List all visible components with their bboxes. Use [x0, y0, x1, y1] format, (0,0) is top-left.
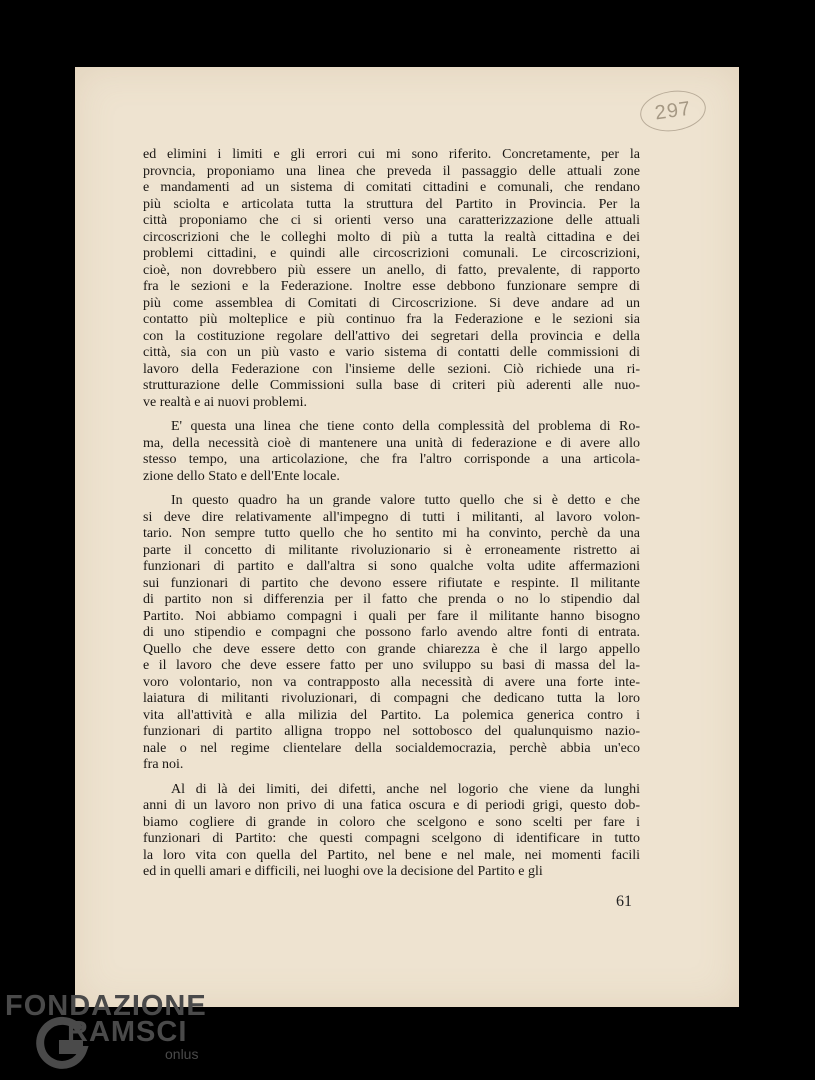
text-line: città proponiamo che ci si orienti verso una caratterizzazione delle attuali: [143, 213, 640, 228]
text-line: si deve dire relativamente all'impegno di tutti i militanti, al lavoro volon-: [143, 509, 640, 525]
watermark-line-3: onlus: [165, 1046, 199, 1062]
archive-number-stamp: 297: [638, 87, 709, 136]
text-line: lavoro della Federazione con l'insieme delle sezioni. Ciò richiede una ri-: [143, 361, 640, 377]
text-line: circoscrizioni che le colleghi molto di più a tutta la realtà cittadina e dei: [143, 229, 640, 245]
text-line: anni di un lavoro non privo di una fatica oscura e di periodi grigi, questo dob-: [143, 798, 640, 813]
text-line: Al di là dei limiti, dei difetti, anche nel logorio che viene da lunghi: [171, 781, 640, 797]
text-line: provncia, proponiamo una linea che preveda il passaggio delle attuali zone: [143, 163, 640, 179]
text-line: di uno stipendio e compagni che possono farlo avendo altre fonti di entrata.: [143, 625, 640, 640]
text-line: con la costituzione regolare dell'attivo dei segretari della provincia e della: [143, 328, 640, 344]
text-line: fra le sezioni e la Federazione. Inoltre esse debbono funzionare sempre di: [143, 279, 640, 294]
text-line: la loro vita con quella del Partito, nel bene e nel male, nei momenti facili: [143, 847, 640, 863]
text-line: voro volontario, non va contrapposto alla necessità di avere una forte inte-: [143, 674, 640, 690]
text-line: ve realtà e ai nuovi problemi.: [143, 394, 308, 410]
paragraph: [143, 782, 640, 881]
text-line: E' questa una linea che tiene conto della complessità del problema di Ro-: [171, 419, 640, 434]
text-line: zione dello Stato e dell'Ente locale.: [143, 468, 340, 484]
text-line: problemi cittadini, e quindi alle circoscrizioni comunali. Le circoscrizioni,: [143, 246, 640, 261]
document-page: [75, 67, 739, 1007]
text-line: ed elimini i limiti e gli errori cui mi sono riferito. Concretamente, per la: [143, 147, 640, 162]
text-line: laiatura di militanti rivoluzionari, di compagni che dedicano tutta la loro: [143, 691, 640, 706]
body-text: [143, 147, 640, 889]
text-line: cioè, non dovrebbero più essere un anello, di fatto, prevalente, di rapporto: [143, 262, 640, 278]
text-line: tario. Non sempre tutto quello che ho sentito mi ha convinto, perchè da una: [143, 526, 640, 541]
watermark-line-1: FONDAZIONE: [5, 990, 207, 1022]
text-line: e mandamenti ad un sistema di comitati cittadini e comunali, che rendano: [143, 180, 640, 195]
text-line: città, sia con un più vasto e vario sistema di contatti delle commissioni di: [143, 345, 640, 360]
text-line: di partito non si differenzia per il fatto che prenda o no lo stipendio dal: [143, 592, 640, 607]
text-line: funzionari di partito alligna troppo nel sottobosco del qualunquismo nazio-: [143, 724, 640, 739]
text-line: Partito. Noi abbiamo compagni i quali per fare il militante hanno bisogno: [143, 608, 640, 624]
text-line: In questo quadro ha un grande valore tutto quello che si è detto e che: [171, 493, 640, 508]
text-line: funzionari di partito e dall'altra si sono qualche volta udite affermazioni: [143, 559, 640, 574]
fondazione-gramsci-watermark: [5, 990, 205, 1078]
text-line: più come assemblea di Comitati di Circoscrizione. Si deve andare ad un: [143, 295, 640, 311]
text-line: sui funzionari di partito che devono essere rifiutate e respinte. Il militante: [143, 575, 640, 591]
text-line: e il lavoro che deve essere fatto per uno sviluppo su basi di massa del la-: [143, 658, 640, 673]
watermark-line-2: RAMSCI: [67, 1016, 188, 1048]
paragraph: [143, 147, 640, 411]
text-line: Quello che deve essere detto con grande chiarezza è che il largo appello: [143, 641, 640, 657]
text-line: ma, della necessità cioè di mantenere una unità di federazione e di avere allo: [143, 435, 640, 451]
text-line: strutturazione delle Commissioni sulla base di criteri più aderenti alle nuo-: [143, 378, 640, 393]
text-line: contatto più molteplice e più continuo fra la Federazione e le sezioni sia: [143, 312, 640, 327]
text-line: più sciolta e articolata tutta la struttura del Partito in Provincia. Per la: [143, 196, 640, 212]
text-line: parte il concetto di militante rivoluzionario si è erroneamente ristretto ai: [143, 542, 640, 558]
text-line: funzionari di Partito: che questi compagni scelgono di identificare in tutto: [143, 831, 640, 846]
paragraph: [143, 493, 640, 774]
text-line: fra noi.: [143, 757, 184, 772]
text-line: biamo cogliere di grande in coloro che scelgono e sono scelti per fare i: [143, 814, 640, 830]
paragraph: [143, 419, 640, 485]
page-number: 61: [616, 893, 632, 910]
text-line: stesso tempo, una articolazione, che fra l'altro corrisponde a una articola-: [143, 452, 640, 467]
text-line: nale o nel regime clientelare della socialdemocrazia, perchè abbia un'eco: [143, 740, 640, 756]
text-line: vita all'attività e alla milizia del Partito. La polemica generica contro i: [143, 707, 640, 723]
text-line: ed in quelli amari e difficili, nei luoghi ove la decisione del Partito e gli: [143, 864, 543, 879]
